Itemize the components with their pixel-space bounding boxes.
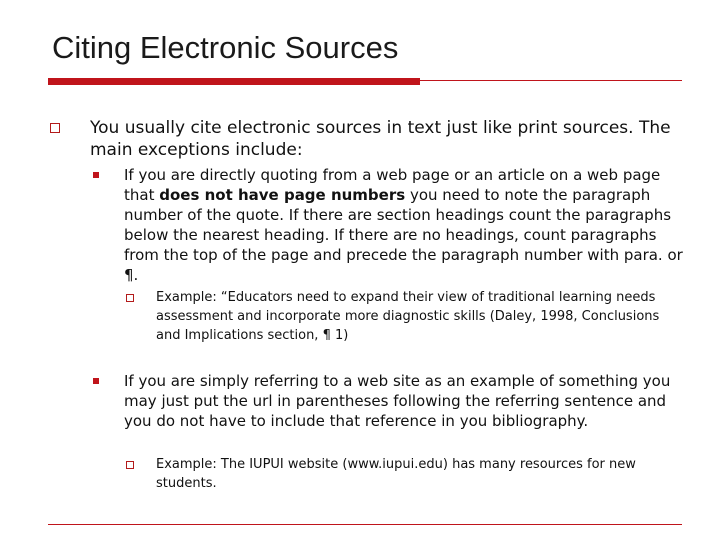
title-underline-thick	[48, 78, 420, 85]
level2-bullet-icon	[93, 172, 99, 178]
title-underline-thin	[420, 80, 682, 81]
sub-point-2-example: Example: The IUPUI website (www.iupui.edu) has many resources for new students.	[156, 457, 636, 491]
main-point-text: You usually cite electronic sources in text just like print sources. The main exceptions include:	[90, 118, 671, 160]
slide-title: Citing Electronic Sources	[52, 30, 399, 65]
level3-bullet-icon	[126, 461, 134, 469]
level2-bullet-icon	[93, 378, 99, 384]
sub-point-1-example: Example: “Educators need to expand their view of traditional learning needs assessment and incorporate more diagnostic skills (Daley, 1998, Conclusions and Implications section, ¶ 1)	[156, 290, 660, 343]
sub-point-2-text: If you are simply referring to a web site as an example of something you may just put the url in parentheses following the referring sentence and you do not have to include that reference in you bibliography.	[124, 372, 671, 430]
level1-bullet-icon	[50, 123, 60, 133]
level3-bullet-icon	[126, 294, 134, 302]
footer-divider	[48, 524, 682, 525]
sub-point-1-text	[124, 165, 684, 285]
sub-point-1-text-bold: does not have page numbers	[159, 186, 406, 204]
sub-point-1-text-after: you need to note the paragraph number of the quote. If there are section headings count the paragraphs below the nearest heading. If there are no headings, count paragraphs from the top of the page and precede the paragraph number with para. or ¶.	[124, 186, 683, 284]
sub-point-1-text-before: If you are directly quoting from a web page or an article on a web page that	[124, 166, 661, 204]
